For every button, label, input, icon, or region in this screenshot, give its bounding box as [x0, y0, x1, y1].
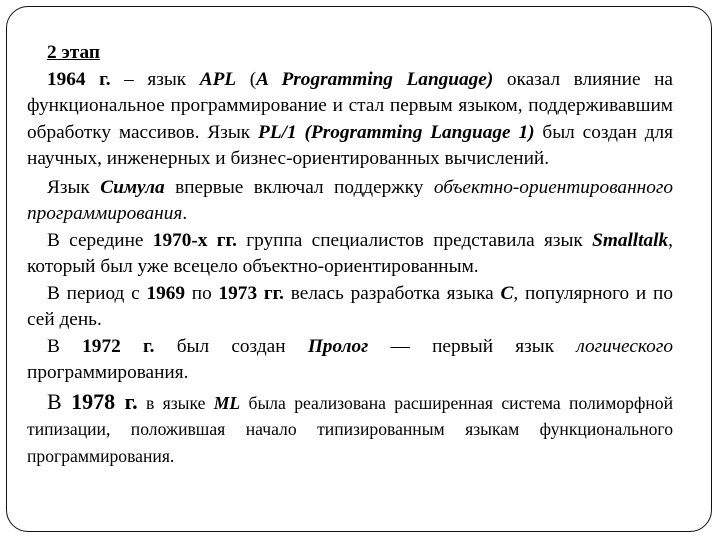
text: В середине: [47, 229, 153, 251]
text: [297, 122, 305, 143]
text: – язык: [110, 68, 200, 90]
apl-name: APL: [199, 68, 237, 90]
text: — первый язык: [368, 335, 577, 357]
year-1978: 1978 г.: [71, 388, 138, 414]
text: была реализована расширенная система полиморфной типизации, положившая начало типизированным языкам функционального программирования.: [27, 392, 673, 466]
smalltalk-name: Smalltalk: [592, 229, 669, 251]
pl1-full-name: (Programming Language 1): [304, 121, 535, 143]
year-1972: 1972 г.: [82, 335, 155, 357]
pl1-name: PL/1: [258, 121, 297, 143]
text: В: [47, 335, 83, 357]
text: велась разработка языка: [284, 282, 501, 304]
text: В: [47, 388, 72, 414]
paragraph-apl-pl1: [27, 67, 673, 173]
years-1970s: 1970-х гг.: [152, 229, 237, 251]
text: , популярного и по сей день.: [27, 282, 673, 330]
text: впервые включал поддержку: [164, 176, 434, 198]
paragraph-smalltalk: [27, 228, 673, 281]
simula-name: Симула: [100, 176, 165, 198]
year-1973: 1973 гг.: [218, 282, 284, 304]
text: по: [185, 282, 219, 304]
text: Язык: [47, 176, 101, 198]
paragraph-prolog: [27, 334, 673, 387]
text: был создан для научных, инженерных и бизнес-ориентированных вычислений.: [27, 121, 673, 169]
text: (: [236, 68, 257, 90]
section-heading: [27, 40, 673, 67]
heading-text: 2 этап: [47, 42, 100, 63]
text: группа специалистов представила язык: [236, 229, 593, 251]
text: был создан: [154, 335, 308, 357]
ml-name: ML: [213, 392, 241, 413]
paragraph-c: [27, 281, 673, 334]
text: программирования.: [27, 362, 189, 383]
c-name: С: [500, 282, 514, 304]
prolog-name: Пролог: [307, 335, 369, 357]
oop-term: объектно-ориентированного программирования: [27, 176, 674, 224]
paragraph-simula: [27, 175, 673, 228]
logic-term: логического: [576, 335, 673, 357]
text: , который был уже всецело объектно-ориентированным.: [27, 229, 673, 277]
text: .: [182, 203, 188, 224]
text: В период с: [47, 282, 147, 304]
apl-full-name: A Programming Language): [256, 68, 494, 90]
slide-content: [27, 40, 673, 469]
year-1969: 1969: [146, 282, 186, 304]
text: оказал влияние на функциональное программирование и стал первым языком, поддерживавшим обработку массивов. Язык: [27, 68, 673, 143]
paragraph-ml: [27, 389, 673, 470]
year-1964: 1964 г.: [47, 68, 111, 90]
text: в языке: [137, 392, 214, 413]
